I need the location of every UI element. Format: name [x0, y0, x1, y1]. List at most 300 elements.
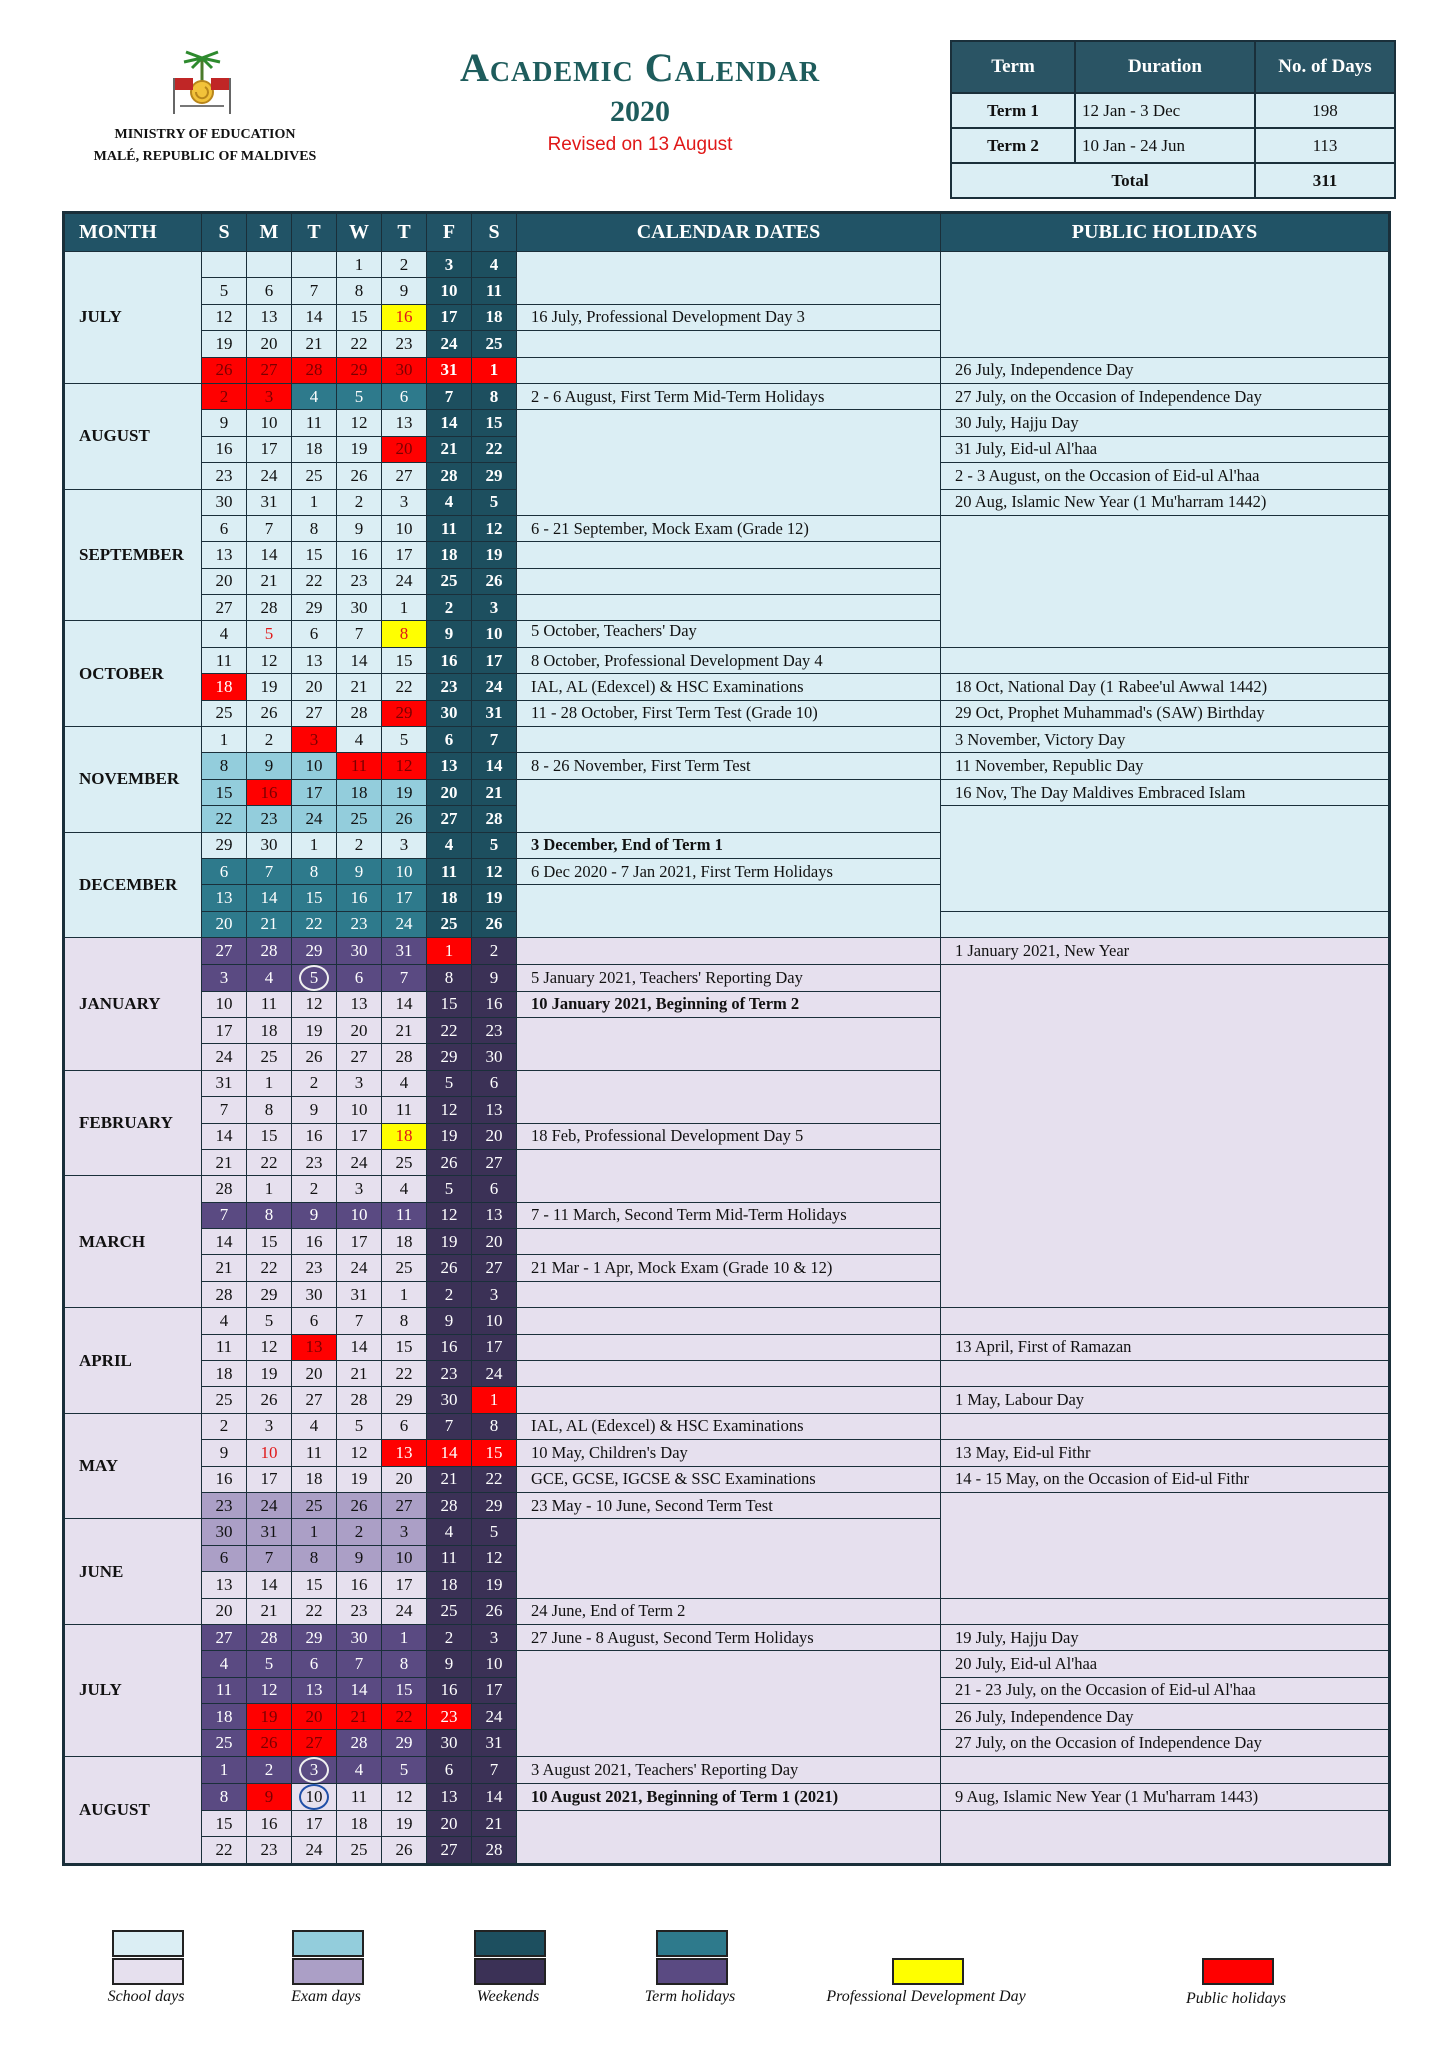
day-number: 30	[395, 360, 413, 380]
day-number: 12	[485, 1548, 503, 1568]
day-cell	[427, 1123, 472, 1149]
day-cell	[382, 1651, 427, 1677]
day-number: 2	[219, 386, 229, 406]
day-number: 23	[350, 571, 368, 591]
day-number: 20	[485, 1126, 503, 1146]
day-cell	[337, 1070, 382, 1096]
day-cell	[382, 304, 427, 330]
calendar-week-row	[64, 1598, 1390, 1624]
day-cell	[202, 463, 247, 489]
calendar-date-event	[517, 1281, 941, 1307]
day-number: 16	[395, 307, 413, 327]
day-cell	[202, 938, 247, 964]
day-cell	[472, 621, 517, 647]
legend-label-pd-day: Professional Development Day	[826, 1988, 1026, 2005]
legend-swatch-termhol-2021	[656, 1958, 728, 1985]
month-label: JULY	[64, 1624, 202, 1756]
day-cell	[427, 1810, 472, 1836]
day-cell	[427, 1730, 472, 1756]
calendar-week-row	[64, 1440, 1390, 1466]
day-number: 14	[485, 1786, 503, 1806]
day-number: 8	[309, 861, 319, 881]
day-number: 6	[399, 386, 409, 406]
day-cell	[292, 885, 337, 911]
day-number: 25	[260, 1047, 278, 1067]
day-number: 5	[489, 835, 499, 855]
calendar-week-row	[64, 753, 1390, 779]
day-number: 14	[395, 994, 413, 1014]
day-cell	[382, 515, 427, 541]
day-cell	[202, 1466, 247, 1492]
day-cell	[472, 858, 517, 884]
day-number: 10	[395, 518, 413, 538]
day-cell	[292, 753, 337, 779]
day-number: 25	[440, 571, 458, 591]
day-cell	[472, 252, 517, 278]
public-holiday-entry: 20 Aug, Islamic New Year (1 Mu'harram 1442)	[941, 489, 1390, 515]
day-cell	[427, 621, 472, 647]
day-cell	[382, 436, 427, 462]
day-cell	[427, 410, 472, 436]
day-cell	[247, 515, 292, 541]
day-cell	[427, 1387, 472, 1413]
day-cell	[427, 1624, 472, 1650]
day-cell	[427, 991, 472, 1017]
day-cell	[472, 1413, 517, 1439]
day-number: 15	[260, 1231, 278, 1251]
day-cell	[292, 1519, 337, 1545]
public-holiday-entry: 13 April, First of Ramazan	[941, 1334, 1390, 1360]
day-cell	[427, 858, 472, 884]
day-cell	[202, 331, 247, 357]
day-cell	[472, 1017, 517, 1043]
calendar-week-row	[64, 1756, 1390, 1783]
day-number: 12	[215, 307, 233, 327]
day-number: 17	[260, 439, 278, 459]
legend-swatch-public-holiday	[1202, 1958, 1274, 1985]
public-holiday-entry: 26 July, Independence Day	[941, 357, 1390, 383]
day-cell	[382, 1361, 427, 1387]
day-cell	[292, 1202, 337, 1228]
day-number: 17	[395, 544, 413, 564]
day-cell	[247, 727, 292, 753]
day-cell	[202, 991, 247, 1017]
day-cell	[247, 436, 292, 462]
day-number: 27	[215, 940, 233, 960]
day-cell	[337, 1466, 382, 1492]
day-cell	[337, 1598, 382, 1624]
day-number: 13	[395, 1442, 413, 1462]
day-cell	[382, 700, 427, 726]
day-cell	[472, 1334, 517, 1360]
day-number: 22	[305, 914, 323, 934]
day-cell	[292, 1440, 337, 1466]
day-number: 3	[299, 1757, 329, 1783]
day-number: 11	[215, 1680, 233, 1700]
day-cell	[472, 595, 517, 621]
day-cell	[202, 1598, 247, 1624]
day-number: 12	[440, 1205, 458, 1225]
day-number: 1	[219, 729, 229, 749]
day-cell	[292, 1123, 337, 1149]
day-number: 26	[260, 1390, 278, 1410]
day-cell	[292, 1704, 337, 1730]
calendar-week-row	[64, 779, 1390, 805]
day-cell	[427, 1202, 472, 1228]
month-label: JUNE	[64, 1519, 202, 1625]
day-cell	[382, 621, 427, 647]
day-number: 3	[309, 729, 319, 749]
day-cell	[382, 991, 427, 1017]
day-cell	[247, 858, 292, 884]
calendar-week-row	[64, 1624, 1390, 1650]
month-label: JANUARY	[64, 938, 202, 1071]
day-number: 12	[485, 861, 503, 881]
calendar-date-event	[517, 1017, 941, 1070]
day-number: 27	[305, 1733, 323, 1753]
day-number: 10	[485, 624, 503, 644]
day-number: 27	[215, 1627, 233, 1647]
day-number: 2	[444, 1284, 454, 1304]
day-cell	[292, 1598, 337, 1624]
day-cell	[202, 1651, 247, 1677]
day-number: 4	[309, 386, 319, 406]
day-number: 7	[219, 1099, 229, 1119]
day-cell	[472, 1044, 517, 1070]
day-cell	[472, 1387, 517, 1413]
day-number: 17	[215, 1020, 233, 1040]
day-cell	[202, 489, 247, 515]
day-cell	[247, 779, 292, 805]
day-cell	[247, 1281, 292, 1307]
day-cell	[202, 568, 247, 594]
day-cell	[247, 753, 292, 779]
day-cell	[472, 911, 517, 937]
public-holiday-entry	[941, 1756, 1390, 1783]
day-number: 12	[260, 1337, 278, 1357]
day-cell	[247, 1677, 292, 1703]
term-1-days: 198	[1255, 93, 1395, 128]
day-cell	[382, 1598, 427, 1624]
day-number: 27	[305, 1390, 323, 1410]
day-number: 25	[440, 1601, 458, 1621]
day-cell	[292, 463, 337, 489]
public-holiday-entry: 26 July, Independence Day	[941, 1704, 1390, 1730]
day-cell	[472, 647, 517, 673]
day-cell	[247, 1097, 292, 1123]
day-cell	[382, 357, 427, 383]
day-number: 1	[264, 1073, 274, 1093]
day-cell	[472, 1492, 517, 1518]
day-cell	[472, 1545, 517, 1571]
day-number: 7	[219, 1205, 229, 1225]
day-number: 21	[350, 1706, 368, 1726]
calendar-date-event: 6 - 21 September, Mock Exam (Grade 12)	[517, 515, 941, 541]
day-cell	[427, 1361, 472, 1387]
day-number: 31	[485, 1733, 503, 1753]
day-number: 28	[260, 1627, 278, 1647]
day-number: 4	[354, 1759, 364, 1779]
calendar-week-row	[64, 1651, 1390, 1677]
day-number: 15	[305, 1574, 323, 1594]
day-cell	[337, 1202, 382, 1228]
day-number: 18	[440, 888, 458, 908]
calendar-date-event	[517, 1070, 941, 1123]
calendar-date-event	[517, 357, 941, 383]
day-cell	[382, 1810, 427, 1836]
page-title: Academic Calendar	[459, 45, 821, 90]
day-cell	[247, 1361, 292, 1387]
day-cell	[292, 595, 337, 621]
day-cell	[202, 436, 247, 462]
day-number: 3	[399, 1522, 409, 1542]
day-number: 17	[440, 307, 458, 327]
calendar-date-event	[517, 1334, 941, 1360]
day-number: 9	[309, 1205, 319, 1225]
day-number: 16	[350, 544, 368, 564]
day-cell	[382, 964, 427, 991]
day-cell	[427, 964, 472, 991]
day-number: 30	[305, 1284, 323, 1304]
legend-swatch-exam-2021	[292, 1958, 364, 1985]
day-number: 12	[305, 994, 323, 1014]
day-number: 9	[444, 1654, 454, 1673]
day-cell	[337, 304, 382, 330]
day-number: 17	[305, 782, 323, 802]
day-number: 28	[350, 1733, 368, 1753]
day-cell	[337, 463, 382, 489]
day-cell	[292, 1783, 337, 1810]
day-cell	[382, 278, 427, 304]
day-cell	[382, 1044, 427, 1070]
day-number: 2	[444, 1627, 454, 1647]
public-holiday-entry: 29 Oct, Prophet Muhammad's (SAW) Birthday	[941, 700, 1390, 726]
day-cell	[292, 1070, 337, 1096]
day-number: 13	[440, 756, 458, 776]
day-cell	[427, 1149, 472, 1175]
day-number: 9	[264, 756, 274, 776]
day-number: 21	[305, 333, 323, 353]
day-number: 9	[354, 1548, 364, 1568]
public-holiday-entry	[941, 911, 1390, 937]
header-public-holidays: PUBLIC HOLIDAYS	[941, 213, 1390, 252]
day-number: 17	[485, 650, 503, 670]
day-number: 13	[215, 1574, 233, 1594]
day-cell	[337, 832, 382, 858]
day-cell	[337, 252, 382, 278]
day-cell	[382, 1730, 427, 1756]
day-number: 13	[485, 1205, 503, 1225]
day-cell	[382, 568, 427, 594]
header-day-tue: T	[292, 213, 337, 252]
day-number: 24	[485, 676, 503, 696]
day-number: 16	[215, 1469, 233, 1489]
day-cell	[427, 1598, 472, 1624]
month-label: APRIL	[64, 1308, 202, 1414]
calendar-week-row	[64, 252, 1390, 278]
day-number: 20	[305, 676, 323, 696]
day-cell	[202, 806, 247, 832]
day-cell	[382, 331, 427, 357]
day-cell	[427, 1837, 472, 1864]
day-cell	[292, 1334, 337, 1360]
term-2-duration: 10 Jan - 24 Jun	[1075, 128, 1255, 163]
day-cell	[247, 1308, 292, 1334]
public-holiday-entry	[941, 1308, 1390, 1334]
day-number: 11	[440, 861, 458, 881]
day-number: 5	[399, 729, 409, 749]
day-cell	[427, 1545, 472, 1571]
day-number: 6	[354, 967, 364, 987]
legend-swatch-exam-2020	[292, 1930, 364, 1957]
calendar-date-event	[517, 727, 941, 753]
day-number: 19	[485, 544, 503, 564]
day-number: 3	[399, 835, 409, 855]
day-number: 14	[305, 307, 323, 327]
day-cell	[427, 489, 472, 515]
day-cell	[472, 489, 517, 515]
day-number: 18	[350, 1813, 368, 1833]
day-number: 9	[219, 413, 229, 433]
calendar-date-event: 7 - 11 March, Second Term Mid-Term Holidays	[517, 1202, 941, 1228]
day-number: 20	[215, 1601, 233, 1621]
day-number: 26	[395, 808, 413, 828]
day-cell	[292, 1387, 337, 1413]
day-number: 31	[440, 360, 458, 380]
day-number: 29	[395, 1390, 413, 1410]
day-cell	[337, 1677, 382, 1703]
day-number: 14	[260, 544, 278, 564]
day-number: 4	[399, 1178, 409, 1198]
day-number: 26	[215, 360, 233, 380]
day-cell	[472, 1070, 517, 1096]
day-cell	[292, 779, 337, 805]
day-number: 2	[354, 492, 364, 512]
day-number: 15	[395, 1680, 413, 1700]
day-number: 13	[215, 888, 233, 908]
day-cell	[202, 1202, 247, 1228]
day-cell	[427, 806, 472, 832]
day-cell	[337, 515, 382, 541]
day-number: 12	[395, 1786, 413, 1806]
day-number: 9	[444, 1310, 454, 1330]
calendar-date-event	[517, 938, 941, 964]
day-cell	[382, 1070, 427, 1096]
legend-label-exam-days: Exam days	[291, 1988, 361, 2005]
day-cell	[247, 1756, 292, 1783]
day-number: 18	[305, 439, 323, 459]
day-number: 10	[260, 1442, 278, 1462]
day-number: 26	[485, 1601, 503, 1621]
day-cell	[427, 383, 472, 409]
day-cell	[382, 1677, 427, 1703]
day-number: 30	[485, 1047, 503, 1067]
day-cell	[292, 1545, 337, 1571]
day-cell	[427, 252, 472, 278]
day-cell	[427, 1281, 472, 1307]
day-number: 30	[350, 597, 368, 617]
calendar-date-event	[517, 568, 941, 594]
calendar-date-event	[517, 542, 941, 568]
day-number: 1	[489, 360, 499, 380]
day-number: 9	[399, 281, 409, 301]
day-number: 7	[354, 1310, 364, 1330]
day-number: 9	[264, 1786, 274, 1806]
day-cell	[427, 1651, 472, 1677]
day-cell	[427, 1519, 472, 1545]
day-cell	[337, 1624, 382, 1650]
month-label: MAY	[64, 1413, 202, 1519]
day-cell	[202, 515, 247, 541]
public-holiday-entry: 27 July, on the Occasion of Independence Day	[941, 383, 1390, 409]
day-number: 20	[395, 439, 413, 459]
day-number: 4	[219, 1654, 229, 1673]
day-cell	[247, 1466, 292, 1492]
terms-total-value: 311	[1255, 163, 1395, 198]
day-cell	[427, 1413, 472, 1439]
calendar-date-event	[517, 885, 941, 938]
day-cell	[202, 1308, 247, 1334]
day-number: 15	[350, 307, 368, 327]
day-number: 7	[264, 861, 274, 881]
day-cell	[202, 911, 247, 937]
day-cell	[382, 911, 427, 937]
day-number: 26	[485, 914, 503, 934]
day-number: 20	[260, 333, 278, 353]
public-holiday-entry	[941, 647, 1390, 673]
day-number: 18	[440, 544, 458, 564]
day-cell	[247, 1598, 292, 1624]
day-cell	[292, 357, 337, 383]
day-cell	[472, 331, 517, 357]
day-number: 24	[350, 1258, 368, 1278]
day-number: 7	[354, 624, 364, 644]
day-cell	[292, 252, 337, 278]
day-number: 10	[350, 1205, 368, 1225]
day-number: 12	[395, 756, 413, 776]
day-number: 27	[305, 703, 323, 723]
day-number: 19	[395, 782, 413, 802]
day-number: 6	[264, 281, 274, 301]
day-number: 2	[354, 1522, 364, 1542]
day-cell	[427, 304, 472, 330]
calendar-week-row	[64, 1334, 1390, 1360]
day-number: 8	[309, 518, 319, 538]
day-cell	[247, 700, 292, 726]
day-cell	[202, 1519, 247, 1545]
day-number: 13	[305, 1337, 323, 1357]
day-number: 12	[440, 1099, 458, 1119]
day-number: 22	[350, 333, 368, 353]
day-cell	[337, 1413, 382, 1439]
day-cell	[382, 410, 427, 436]
day-cell	[382, 1387, 427, 1413]
day-cell	[427, 1572, 472, 1598]
day-number: 22	[485, 439, 503, 459]
day-cell	[427, 1334, 472, 1360]
day-cell	[427, 515, 472, 541]
day-number: 6	[399, 1416, 409, 1436]
public-holiday-entry	[941, 1810, 1390, 1864]
day-number: 16	[260, 782, 278, 802]
day-number: 18	[215, 1706, 233, 1726]
day-cell	[247, 1044, 292, 1070]
legend-swatch-school-2020	[112, 1930, 184, 1957]
day-cell	[472, 304, 517, 330]
terms-total-label: Total	[951, 163, 1255, 198]
day-number: 21	[440, 1469, 458, 1489]
public-holiday-entry: 16 Nov, The Day Maldives Embraced Islam	[941, 779, 1390, 805]
